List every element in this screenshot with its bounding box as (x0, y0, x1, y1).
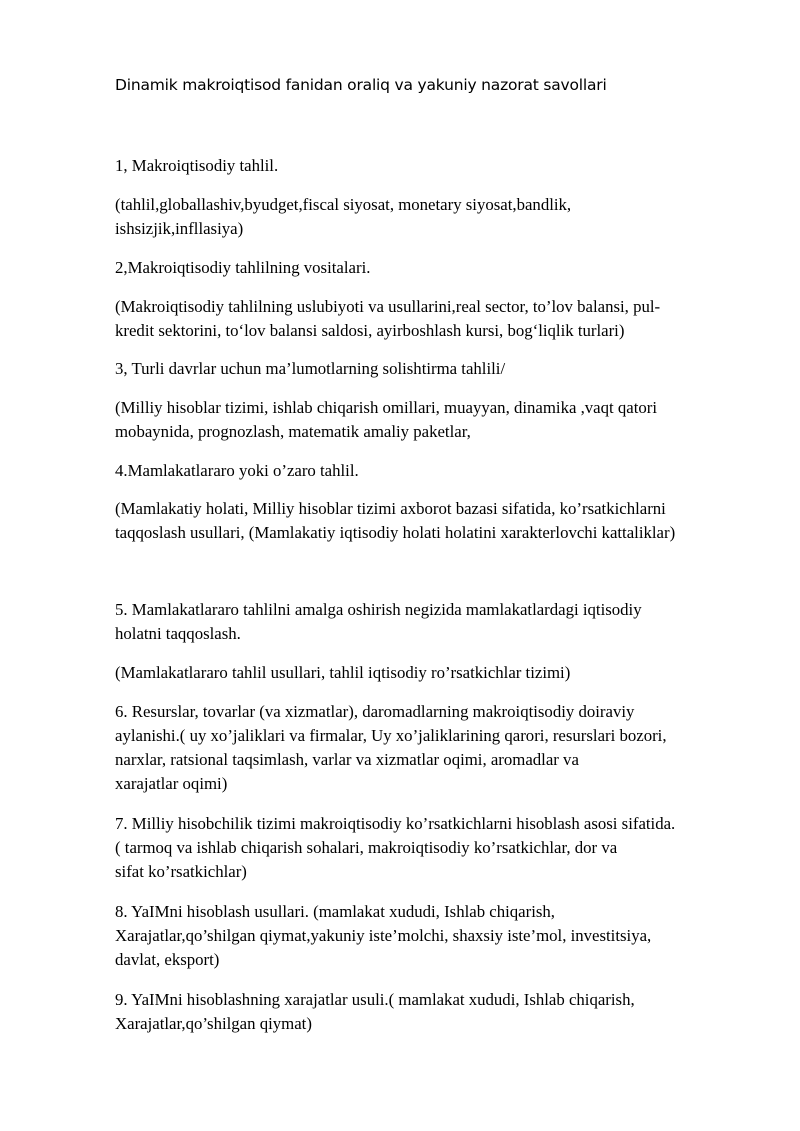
text-line: taqqoslash usullari, (Mamlakatiy iqtisodiy holati holatini xarakterlovchi kattaliklar) (115, 523, 676, 542)
text-line: 2,Makroiqtisodiy tahlilning vositalari. (115, 258, 371, 277)
text-line: sifat ko’rsatkichlar) (115, 862, 247, 881)
document-title: Dinamik makroiqtisod fanidan oraliq va yakuniy nazorat savollari (115, 76, 607, 94)
question-item (115, 812, 755, 884)
question-item (115, 459, 755, 483)
text-line: Xarajatlar,qo’shilgan qiymat,yakuniy iste’molchi, shaxsiy iste’mol, investitsiya, (115, 926, 652, 945)
question-item (115, 700, 755, 796)
text-line: mobaynida, prognozlash, matematik amaliy paketlar, (115, 422, 471, 441)
question-keywords (115, 193, 755, 241)
text-line: (Mamlakatiy holati, Milliy hisoblar tizimi axborot bazasi sifatida, ko’rsatkichlarni (115, 499, 666, 518)
question-item (115, 988, 755, 1036)
question-keywords (115, 396, 755, 444)
text-line: (Mamlakatlararo tahlil usullari, tahlil iqtisodiy ro’rsatkichlar tizimi) (115, 663, 571, 682)
text-line: 5. Mamlakatlararo tahlilni amalga oshirish negizida mamlakatlardagi iqtisodiy (115, 600, 642, 619)
question-keywords (115, 661, 755, 685)
text-line: (tahlil,globallashiv,byudget,fiscal siyosat, monetary siyosat,bandlik, (115, 195, 572, 214)
question-item (115, 900, 755, 972)
text-line: 6. Resurslar, tovarlar (va xizmatlar), daromadlarning makroiqtisodiy doiraviy (115, 702, 635, 721)
text-line: 1, Makroiqtisodiy tahlil. (115, 156, 279, 175)
text-line: kredit sektorini, to‘lov balansi saldosi, ayirboshlash kursi, bog‘liqlik turlari) (115, 321, 625, 340)
text-line: (Milliy hisoblar tizimi, ishlab chiqarish omillari, muayyan, dinamika ,vaqt qatori (115, 398, 658, 417)
text-line: aylanishi.( uy xo’jaliklari va firmalar, Uy xo’jaliklarining qarori, resurslari bozori, (115, 726, 667, 745)
text-line: 3, Turli davrlar uchun ma’lumotlarning solishtirma tahlili/ (115, 359, 506, 378)
question-keywords (115, 497, 755, 545)
question-keywords (115, 295, 755, 343)
text-line: narxlar, ratsional taqsimlash, varlar va xizmatlar oqimi, aromadlar va (115, 750, 579, 769)
text-line: Xarajatlar,qo’shilgan qiymat) (115, 1014, 312, 1033)
text-line: ishsizjik,infllasiya) (115, 219, 244, 238)
question-item (115, 598, 755, 646)
text-line: 8. YaIMni hisoblash usullari. (mamlakat xududi, Ishlab chiqarish, (115, 902, 555, 921)
text-line: (Makroiqtisodiy tahlilning uslubiyoti va usullarini,real sector, to’lov balansi, pul- (115, 297, 661, 316)
text-line: xarajatlar oqimi) (115, 774, 228, 793)
text-line: ( tarmoq va ishlab chiqarish sohalari, makroiqtisodiy ko’rsatkichlar, dor va (115, 838, 618, 857)
text-line: 7. Milliy hisobchilik tizimi makroiqtisodiy ko’rsatkichlarni hisoblash asosi sifatida. (115, 814, 676, 833)
text-line: holatni taqqoslash. (115, 624, 241, 643)
question-item (115, 154, 755, 178)
text-line: 4.Mamlakatlararo yoki o’zaro tahlil. (115, 461, 359, 480)
question-item (115, 357, 755, 381)
text-line: davlat, eksport) (115, 950, 220, 969)
text-line: 9. YaIMni hisoblashning xarajatlar usuli.( mamlakat xududi, Ishlab chiqarish, (115, 990, 635, 1009)
question-item (115, 256, 755, 280)
